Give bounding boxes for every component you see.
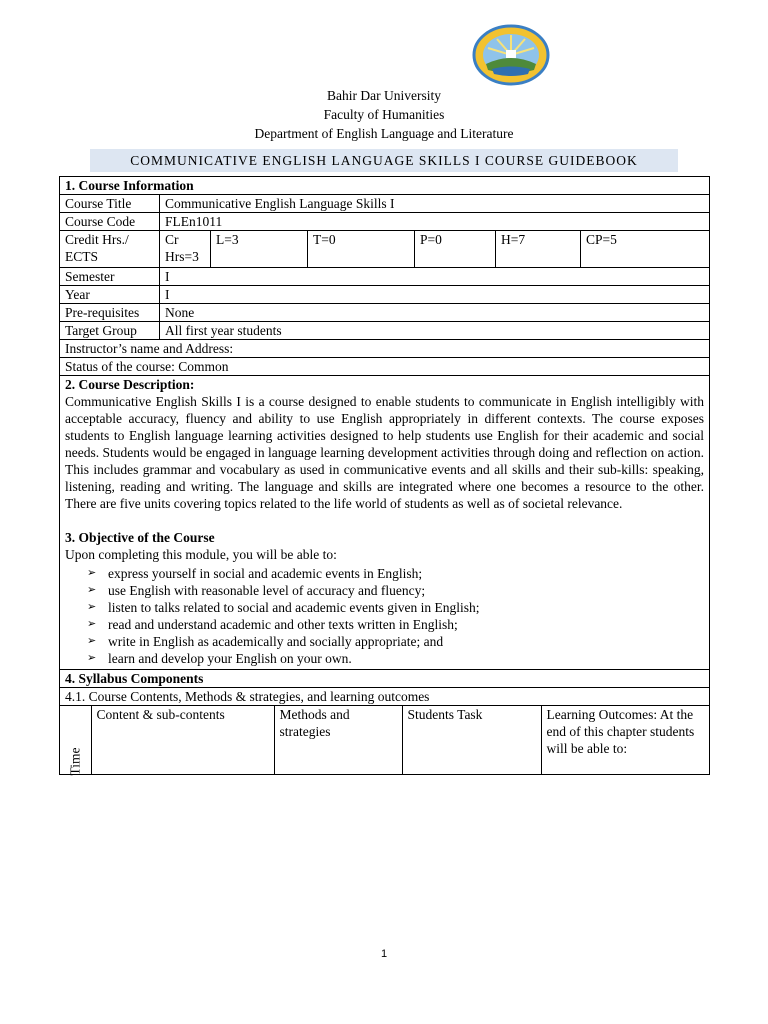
- row-label: Pre-requisites: [60, 304, 160, 322]
- syllabus-subheading: 4.1. Course Contents, Methods & strategies, and learning outcomes: [60, 688, 710, 706]
- list-item: ➢ learn and develop your English on your own.: [87, 651, 352, 666]
- credit-lecture: L=3: [211, 231, 308, 267]
- section-course-description: 2. Course Description:: [65, 377, 195, 392]
- credit-tutorial: T=0: [308, 231, 415, 267]
- credit-cp: CP=5: [581, 231, 710, 267]
- table-row: [60, 213, 710, 231]
- section-course-information: 1. Course Information: [60, 177, 710, 195]
- arrow-bullet-icon: ➢: [87, 652, 97, 664]
- course-guide-table: [59, 176, 710, 775]
- course-description-text: Communicative English Skills I is a course designed to enable students to communicate in English intelligibly with acceptable accuracy, fluency and ability to use English appropriately in different contexts. The course exposes students to English language learning activities designed to help students use English for their academic and social needs. Students would be engaged in language learning development activities through doing and reflection on action. This includes grammar and vocabulary as used in communicative events and all skills and their sub-kills: speaking, listening, reading and writing. The language and skills are integrated where one becomes a resource to the other. There are five units covering topics related to the life world of students as well as of societal relevance.: [65, 394, 704, 511]
- syllabus-columns: [60, 706, 709, 774]
- credit-cr-hrs: Cr Hrs=3: [165, 232, 199, 264]
- instructor-line: Instructor’s name and Address:: [60, 340, 710, 358]
- arrow-bullet-icon: ➢: [87, 601, 97, 613]
- list-item: ➢ listen to talks related to social and academic events given in English;: [87, 600, 480, 615]
- university-name: Bahir Dar University: [327, 88, 441, 103]
- col-time: Time: [67, 747, 83, 776]
- section-syllabus: 4. Syllabus Components: [60, 670, 710, 688]
- row-label: Year: [60, 286, 160, 304]
- credit-values: [160, 231, 710, 268]
- table-row: [60, 195, 710, 213]
- department-name: Department of English Language and Literature: [254, 126, 514, 141]
- col-content: Content & sub-contents: [91, 706, 274, 774]
- university-logo: [472, 24, 550, 86]
- list-item: ➢ write in English as academically and socially appropriate; and: [87, 634, 444, 649]
- arrow-bullet-icon: ➢: [87, 567, 97, 579]
- table-row: [60, 268, 710, 286]
- row-label: Course Title: [60, 195, 160, 213]
- objective-intro: Upon completing this module, you will be able to:: [65, 547, 337, 562]
- row-value: I: [160, 268, 710, 286]
- credit-practical: P=0: [415, 231, 496, 267]
- row-label: Semester: [60, 268, 160, 286]
- table-row: [60, 286, 710, 304]
- credit-label: Credit Hrs./ ECTS: [60, 231, 160, 268]
- col-methods: Methods and strategies: [274, 706, 402, 774]
- col-learning-outcomes: Learning Outcomes: At the end of this chapter students will be able to:: [541, 706, 709, 774]
- row-value: I: [160, 286, 710, 304]
- arrow-bullet-icon: ➢: [87, 584, 97, 596]
- section-objective: 3. Objective of the Course: [65, 530, 215, 545]
- credit-breakdown: [160, 231, 709, 267]
- faculty-name: Faculty of Humanities: [323, 107, 445, 122]
- arrow-bullet-icon: ➢: [87, 635, 97, 647]
- list-item: ➢ read and understand academic and other texts written in English;: [87, 617, 458, 632]
- description-section: [60, 376, 710, 670]
- row-value: Communicative English Language Skills I: [160, 195, 710, 213]
- credit-home-study: H=7: [496, 231, 581, 267]
- list-item: ➢ use English with reasonable level of accuracy and fluency;: [87, 583, 426, 598]
- status-line: Status of the course: Common: [60, 358, 710, 376]
- table-row: [60, 322, 710, 340]
- row-value: None: [160, 304, 710, 322]
- arrow-bullet-icon: ➢: [87, 618, 97, 630]
- table-row: [60, 304, 710, 322]
- page-number: 1: [380, 948, 388, 960]
- col-students-task: Students Task: [402, 706, 541, 774]
- row-label: Course Code: [60, 213, 160, 231]
- row-label: Target Group: [60, 322, 160, 340]
- row-value: FLEn1011: [160, 213, 710, 231]
- credit-row: [60, 231, 710, 268]
- guidebook-title-banner: COMMUNICATIVE ENGLISH LANGUAGE SKILLS I COURSE GUIDEBOOK: [90, 149, 678, 172]
- objective-list: [87, 565, 704, 667]
- syllabus-header-row: [60, 706, 710, 775]
- list-item: ➢ express yourself in social and academic events in English;: [87, 566, 423, 581]
- row-value: All first year students: [160, 322, 710, 340]
